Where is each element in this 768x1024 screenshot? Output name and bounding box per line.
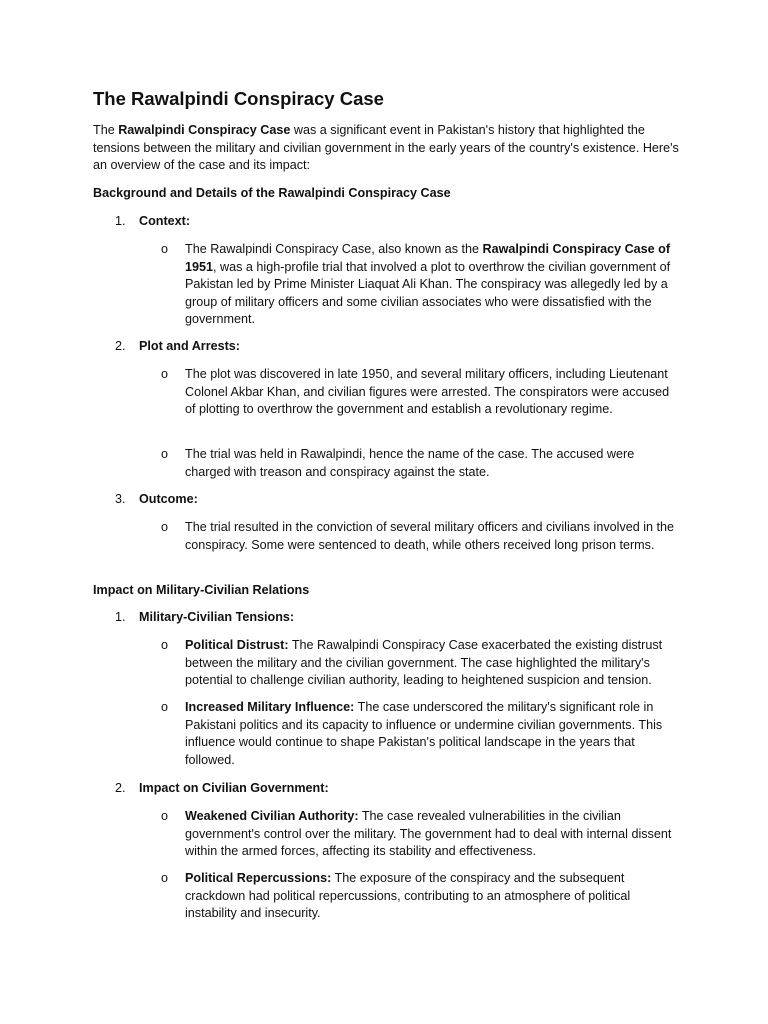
bullet-text-post: The plot was discovered in late 1950, and several military officers, including Lieutenant Colonel Akbar Khan, and civilian figures were arrested. The conspirators were accused of plotting to overthrow the government and establish a revolutionary regime. [185, 367, 670, 417]
list-item-context [115, 213, 190, 231]
list-number: 1. [115, 610, 126, 624]
bullet-item [161, 241, 681, 329]
bullet-marker: o [161, 700, 169, 714]
bullet-bold-term: Political Repercussions: [185, 871, 332, 885]
bullet-text [185, 699, 681, 769]
list-item-plot-and-arrests [115, 338, 240, 356]
bullet-marker: o [161, 447, 169, 461]
list-item-military-civilian-tensions [115, 609, 294, 627]
bullet-bold-term: Rawalpindi Conspiracy Case of 1951 [185, 242, 671, 274]
bullet-marker: o [161, 809, 169, 823]
bullet-text [185, 241, 681, 329]
list-number: 2. [115, 781, 126, 795]
list-item-label: Outcome: [139, 492, 198, 506]
bullet-marker: o [161, 520, 169, 534]
bullet-item [161, 366, 681, 419]
section-heading-impact: Impact on Military-Civilian Relations [93, 583, 310, 597]
bullet-text-post: The exposure of the conspiracy and the subsequent crackdown had political repercussions, contributing to an atmosphere of political instability and insecurity. [185, 871, 631, 921]
bullet-bold-term: Weakened Civilian Authority: [185, 809, 359, 823]
bullet-marker: o [161, 367, 169, 381]
bullet-text [185, 519, 681, 554]
bullet-text-post: , was a high-profile trial that involved a plot to overthrow the civilian government of Pakistan led by Prime Minister Liaquat Ali Khan. The conspiracy was allegedly led by a group of military officers and some civilian associates who were dissatisfied with the government. [185, 259, 671, 327]
bullet-item [161, 870, 681, 923]
list-item-label: Military-Civilian Tensions: [139, 610, 295, 624]
bullet-text [185, 808, 681, 861]
intro-text-pre: The [93, 123, 119, 137]
bullet-bold-term: Political Distrust: [185, 638, 289, 652]
bullet-marker: o [161, 242, 169, 256]
bullet-bold-term: Increased Military Influence: [185, 700, 355, 714]
bullet-item [161, 637, 681, 690]
list-number: 2. [115, 339, 126, 353]
list-item-impact-civilian-government [115, 780, 329, 798]
bullet-text-post: The case underscored the military's significant role in Pakistani politics and its capacity to influence or undermine civilian governments. This influence would continue to shape Pakistan's political landscape in the years that followed. [185, 700, 663, 767]
list-number: 3. [115, 492, 126, 506]
bullet-text-post: The trial was held in Rawalpindi, hence the name of the case. The accused were charged with treason and conspiracy against the state. [185, 447, 635, 479]
bullet-item [161, 808, 681, 861]
bullet-text [185, 366, 681, 419]
bullet-text-post: The Rawalpindi Conspiracy Case exacerbated the existing distrust between the military and the civilian government. The case highlighted the military's potential to challenge civilian authority, leading to heightened suspicion and tension. [185, 638, 663, 688]
list-item-outcome [115, 491, 198, 509]
document-title: The Rawalpindi Conspiracy Case [93, 88, 384, 109]
bullet-text-post: The case revealed vulnerabilities in the civilian government's control over the military. The government had to deal with internal dissent within the armed forces, affecting its stability and effectiveness. [185, 809, 672, 859]
list-number: 1. [115, 214, 126, 228]
bullet-item [161, 519, 681, 554]
section-heading-background: Background and Details of the Rawalpindi Conspiracy Case [93, 186, 451, 200]
bullet-text [185, 870, 681, 923]
bullet-text [185, 446, 681, 481]
intro-bold-term: Rawalpindi Conspiracy Case [118, 123, 291, 137]
list-item-label: Context: [139, 214, 191, 228]
bullet-text-post: The trial resulted in the conviction of several military officers and civilians involved in the conspiracy. Some were sentenced to death, while others received long prison terms. [185, 520, 675, 552]
bullet-text-pre: The Rawalpindi Conspiracy Case, also known as the [185, 242, 483, 256]
intro-paragraph [93, 122, 681, 175]
bullet-marker: o [161, 871, 169, 885]
bullet-item [161, 699, 681, 769]
intro-text-post: was a significant event in Pakistan's history that highlighted the tensions between the military and civilian government in the early years of the country's existence. Here's an overview of the case and its impact: [93, 123, 679, 173]
bullet-marker: o [161, 638, 169, 652]
bullet-text [185, 637, 681, 690]
bullet-item [161, 446, 681, 481]
list-item-label: Plot and Arrests: [139, 339, 241, 353]
list-item-label: Impact on Civilian Government: [139, 781, 329, 795]
